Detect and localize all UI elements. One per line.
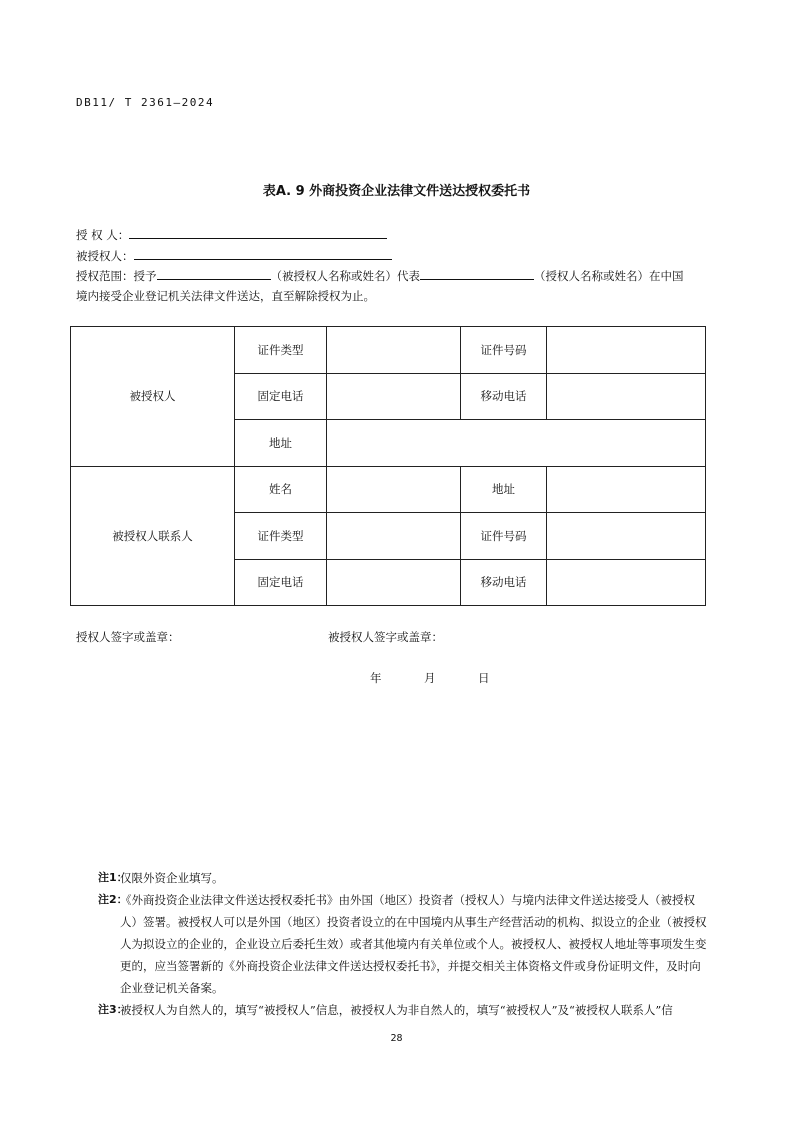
contact-address-label: 地址: [461, 466, 547, 513]
contact-id-number-cell[interactable]: [547, 513, 706, 560]
section-contact: 被授权人联系人: [71, 466, 235, 606]
contact-name-cell[interactable]: [327, 466, 461, 513]
id-number-label: 证件号码: [461, 327, 547, 374]
grantee-signature-label: 被授权人签字或盖章：: [328, 630, 443, 644]
contact-id-type-cell[interactable]: [327, 513, 461, 560]
grantor-label: 授 权 人：: [76, 228, 130, 242]
grantor-line: [76, 226, 387, 243]
date-month: 月: [424, 671, 436, 685]
contact-address-cell[interactable]: [547, 466, 706, 513]
grantor-signature-label: 授权人签字或盖章：: [76, 630, 180, 644]
note-label: 注2：: [98, 893, 128, 906]
address-label: 地址: [235, 420, 327, 467]
scope-mid1: （被授权人名称或姓名）代表: [270, 269, 420, 283]
date-year: 年: [370, 671, 382, 685]
scope-line: [76, 267, 684, 284]
note-item: [100, 999, 710, 1021]
contact-landline-cell[interactable]: [327, 559, 461, 606]
contact-name-label: 姓名: [235, 466, 327, 513]
scope-mid2: （授权人名称或姓名）在中国: [534, 269, 684, 283]
note-text: 被授权人为自然人的，填写“被授权人”信息，被授权人为非自然人的，填写“被授权人”及“被授权人联系人”信: [120, 1003, 673, 1017]
note-item: [100, 889, 710, 999]
scope-prefix: 授权范围：授予: [76, 269, 157, 283]
contact-landline-label: 固定电话: [235, 559, 327, 606]
document-code: DB11/ T 2361—2024: [76, 96, 215, 109]
note-label: 注1：: [98, 871, 128, 884]
landline-label: 固定电话: [235, 373, 327, 420]
id-type-label: 证件类型: [235, 327, 327, 374]
note-label: 注3：: [98, 1003, 128, 1016]
grantee-label: 被授权人：: [76, 249, 134, 263]
contact-mobile-cell[interactable]: [547, 559, 706, 606]
landline-cell[interactable]: [327, 373, 461, 420]
note-text: 《外商投资企业法律文件送达授权委托书》由外国（地区）投资者（授权人）与境内法律文件送达接受人（被授权人）签署。被授权人可以是外国（地区）投资者设立的在中国境内从事生产经营活动的机构、拟设立的企业（被授权人为拟设立的企业的，企业设立后委托生效）或者其他境内有关单位或个人。被授权人、被授权人地址等事项发生变更的，应当签署新的《外商投资企业法律文件送达授权委托书》，并提交相关主体资格文件或身份证明文件，及时向企业登记机关备案。: [120, 893, 707, 995]
grantee-field[interactable]: [134, 247, 392, 260]
page-number: 28: [390, 1033, 403, 1044]
table-row: [71, 327, 706, 374]
mobile-cell[interactable]: [547, 373, 706, 420]
page-title: 表A. 9 外商投资企业法律文件送达授权委托书: [262, 184, 531, 199]
id-type-cell[interactable]: [327, 327, 461, 374]
mobile-label: 移动电话: [461, 373, 547, 420]
grantee-name-field[interactable]: [157, 267, 271, 280]
note-text: 仅限外资企业填写。: [120, 871, 224, 885]
date-day: 日: [478, 671, 490, 685]
grantor-field[interactable]: [129, 226, 387, 239]
grantor-name-field[interactable]: [420, 267, 534, 280]
grantee-line: [76, 247, 392, 264]
contact-id-number-label: 证件号码: [461, 513, 547, 560]
section-grantee: 被授权人: [71, 327, 235, 467]
contact-mobile-label: 移动电话: [461, 559, 547, 606]
address-cell[interactable]: [327, 420, 706, 467]
contact-id-type-label: 证件类型: [235, 513, 327, 560]
scope-line-2: 境内接受企业登记机关法律文件送达，直至解除授权为止。: [76, 289, 375, 303]
id-number-cell[interactable]: [547, 327, 706, 374]
notes-section: [100, 867, 710, 1021]
authorization-table: [70, 326, 706, 606]
table-row: [71, 466, 706, 513]
note-item: [100, 867, 710, 889]
